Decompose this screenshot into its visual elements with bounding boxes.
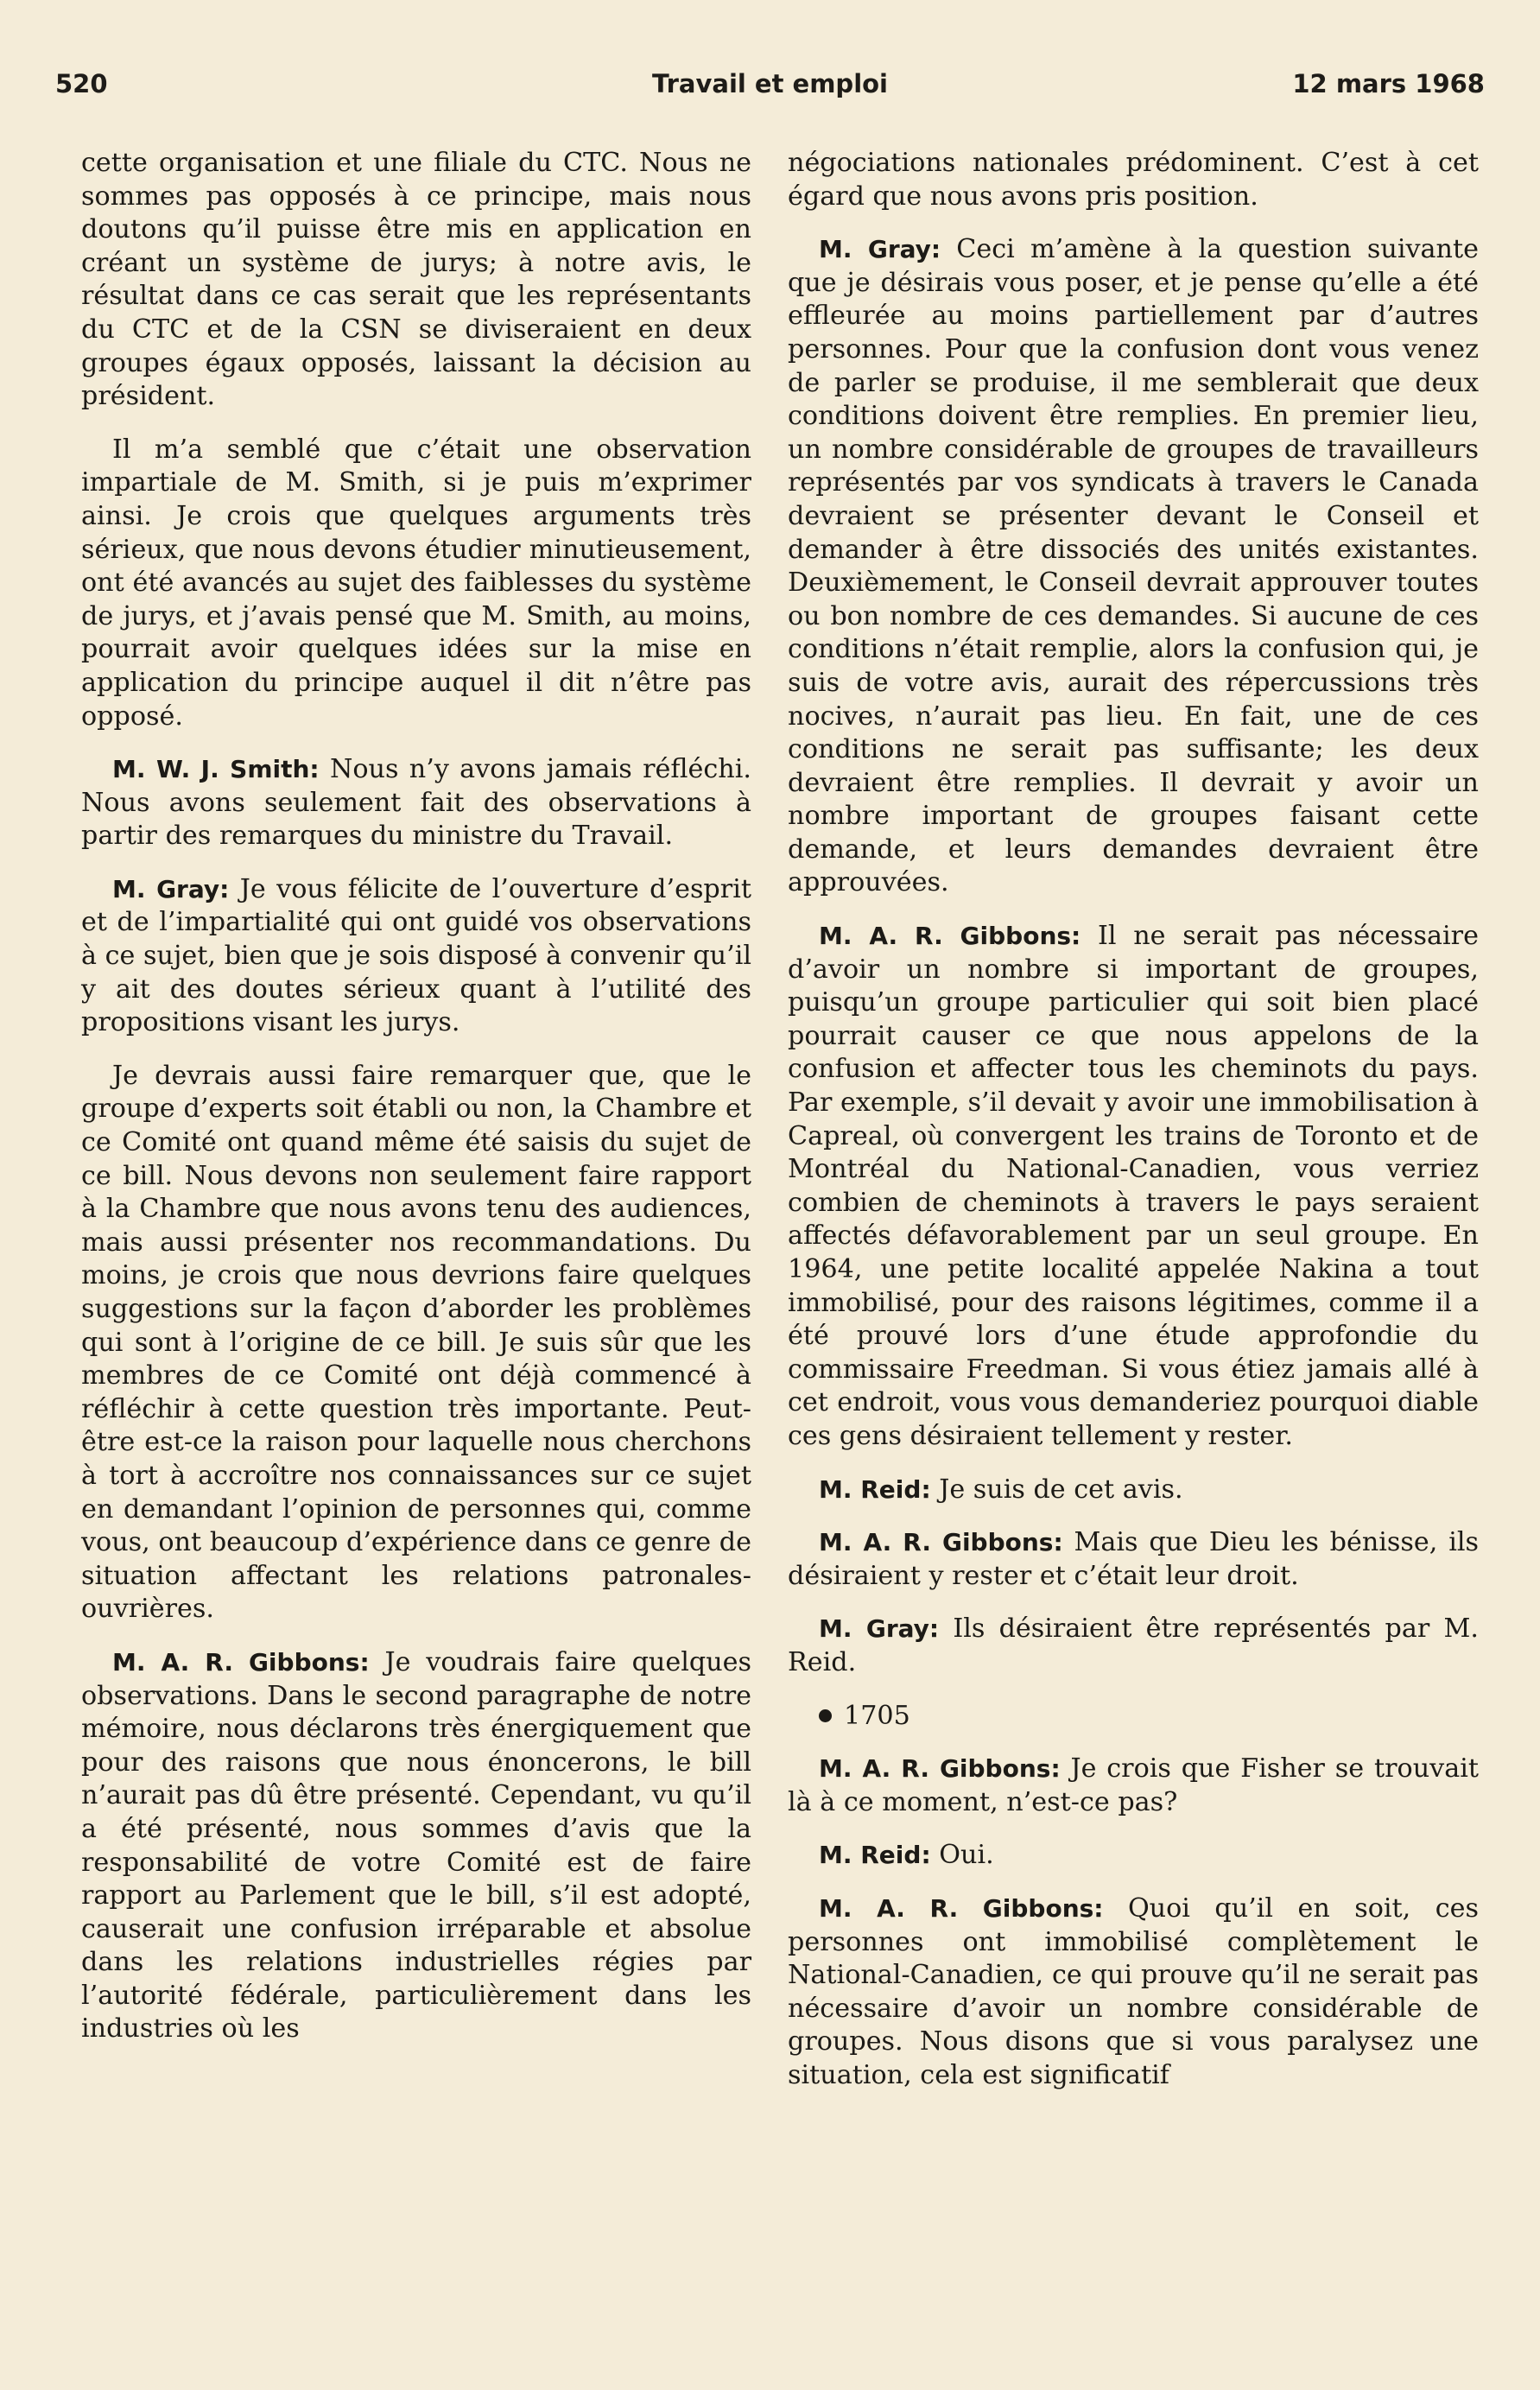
paragraph xyxy=(788,1839,1479,1873)
paragraph-text: Il m’a semblé que c’était une observation impartiale de M. Smith, si je puis m’exprimer ainsi. Je crois que quelques arguments très sérieux, que nous devons étudier minutieusement, ont été avancés au sujet des faiblesses du système de jurys, et j’avais pensé que M. Smith, au moins, pourrait avoir quelques idées sur la mise en application du principe auquel il dit n’être pas opposé. xyxy=(81,434,751,732)
speaker-name: M. W. J. Smith: xyxy=(112,755,320,784)
paragraph xyxy=(788,920,1479,1454)
speaker-name: M. A. R. Gibbons: xyxy=(819,1528,1063,1557)
paragraph-text: Je vous félicite de l’ouverture d’esprit et de l’impartialité qui ont guidé vos observations à ce sujet, bien que je sois disposé à convenir qu’il y ait des doutes sérieux quant à l’utilité des propositions visant les jurys. xyxy=(81,873,751,1038)
speaker-name: M. Gray: xyxy=(819,1614,940,1644)
paragraph-text: Je voudrais faire quelques observations. Dans le second paragraphe de notre mémoire, nous déclarons très énergiquement que pour des raisons que nous énoncerons, le bill n’aurait pas dû être présenté. Cependant, vu qu’il a été présenté, nous sommes d’avis que la responsabilité de votre Comité est de faire rapport au Parlement que le bill, s’il est adopté, causerait une confusion irréparable et absolue dans les relations industrielles régies par l’autorité fédérale, particulièrement dans les industries où les xyxy=(81,1646,751,2044)
paragraph-text: cette organisation et une filiale du CTC. Nous ne sommes pas opposés à ce principe, mais nous doutons qu’il puisse être mis en application en créant un système de jurys; à notre avis, le résultat dans ce cas serait que les représentants du CTC et de la CSN se diviseraient en deux groupes égaux opposés, laissant la décision au président. xyxy=(81,148,751,412)
paragraph xyxy=(788,1753,1479,1819)
page-date: 12 mars 1968 xyxy=(1292,69,1485,98)
paragraph-text: Ils désiraient être représentés par M. Reid. xyxy=(788,1613,1479,1677)
speaker-name: M. Reid: xyxy=(819,1841,931,1870)
paragraph xyxy=(788,147,1479,213)
speaker-name: M. Gray: xyxy=(112,874,230,903)
paragraph-text: négociations nationales prédominent. C’est à cet égard que nous avons pris position. xyxy=(788,148,1479,212)
paragraph-text: Oui. xyxy=(939,1840,994,1871)
paragraph xyxy=(788,1613,1479,1679)
paragraph-text: Je crois que Fisher se trouvait là à ce moment, n’est-ce pas? xyxy=(788,1753,1479,1817)
page-header xyxy=(55,69,1485,112)
paragraph-text: Mais que Dieu les bénisse, ils désiraient y rester et c’était leur droit. xyxy=(788,1527,1479,1591)
paragraph-text: Ceci m’amène à la question suivante que je désirais vous poser, et je pense qu’elle a été effleurée au moins partiellement par d’autres personnes. Pour que la confusion dont vous venez de parler se produise, il me semblerait que deux conditions doivent être remplies. En premier lieu, un nombre considérable de groupes de travailleurs représentés par vos syndicats à travers le Canada devraient se présenter devant le Conseil et demander à être dissociés des unités existantes. Deuxièmement, le Conseil devrait approuver toutes ou bon nombre de ces demandes. Si aucune de ces conditions n’était remplie, alors la confusion qui, je suis de votre avis, aurait des répercussions très nocives, n’aurait pas lieu. En fait, une de ces conditions ne serait pas suffisante; les deux devraient être remplies. Il devrait y avoir un nombre important de groupes faisant cette demande, et leurs demandes devraient être approuvées. xyxy=(788,234,1479,898)
speaker-name: M. A. R. Gibbons: xyxy=(819,922,1081,951)
time-marker xyxy=(819,1700,1479,1734)
left-column xyxy=(81,147,751,2066)
time-marker-text: 1705 xyxy=(844,1700,910,1731)
paragraph-text: Il ne serait pas nécessaire d’avoir un nombre si important de groupes, puisqu’un groupe particulier qui soit bien placé pourrait causer ce que nous appelons de la confusion et affecter tous les cheminots du pays. Par exemple, s’il devait y avoir une immobilisation à Capreal, où convergent les trains de Toronto et de Montréal du National-Canadien, vous verriez combien de cheminots à travers le pays seraient affectés défavorablement par un seul groupe. En 1964, une petite localité appelée Nakina a tout immobilisé, pour des raisons légitimes, comme il a été prouvé lors d’une étude approfondie du commissaire Freedman. Si vous étiez jamais allé à cet endroit, vous vous demanderiez pourquoi diable ces gens désiraient tellement y rester. xyxy=(788,921,1479,1451)
speaker-name: M. Reid: xyxy=(819,1474,931,1504)
paragraph xyxy=(81,753,751,853)
page-number: 520 xyxy=(55,69,108,98)
paragraph xyxy=(788,1526,1479,1593)
paragraph xyxy=(788,1892,1479,2093)
paragraph xyxy=(788,233,1479,900)
paragraph xyxy=(788,1474,1479,1507)
right-column xyxy=(788,147,1479,2112)
paragraph xyxy=(81,873,751,1040)
paragraph-text: Nous n’y avons jamais réfléchi. Nous avons seulement fait des observations à partir des remarques du ministre du Travail. xyxy=(81,754,751,852)
speaker-name: M. Gray: xyxy=(819,235,941,264)
paragraph xyxy=(81,1060,751,1626)
bullet-icon xyxy=(819,1709,832,1722)
running-title: Travail et emploi xyxy=(652,69,888,98)
paragraph xyxy=(81,1646,751,2046)
paragraph-text: Quoi qu’il en soit, ces personnes ont immobilisé complètement le National-Canadien, ce qui prouve qu’il ne serait pas nécessaire d’avoir un nombre considérable de groupes. Nous disons que si vous paralysez une situation, cela est significatif xyxy=(788,1892,1479,2090)
paragraph xyxy=(81,434,751,733)
paragraph xyxy=(81,147,751,414)
speaker-name: M. A. R. Gibbons: xyxy=(112,1647,370,1677)
speaker-name: M. A. R. Gibbons: xyxy=(819,1754,1061,1784)
paragraph-text: Je devrais aussi faire remarquer que, que le groupe d’experts soit établi ou non, la Chambre et ce Comité ont quand même été saisis du sujet de ce bill. Nous devons non seulement faire rapport à la Chambre que nous avons tenu des audiences, mais aussi présenter nos recommandations. Du moins, je crois que nous devrions faire quelques suggestions sur la façon d’aborder les problèmes qui sont à l’origine de ce bill. Je suis sûr que les membres de ce Comité ont déjà commencé à réfléchir à cette question très importante. Peut-être est-ce la raison pour laquelle nous cherchons à tort à accroître nos connaissances sur ce sujet en demandant l’opinion de personnes qui, comme vous, ont beaucoup d’expérience dans ce genre de situation affectant les relations patronales-ouvrières. xyxy=(81,1060,751,1625)
speaker-name: M. A. R. Gibbons: xyxy=(819,1893,1104,1923)
paragraph-text: Je suis de cet avis. xyxy=(939,1474,1183,1505)
